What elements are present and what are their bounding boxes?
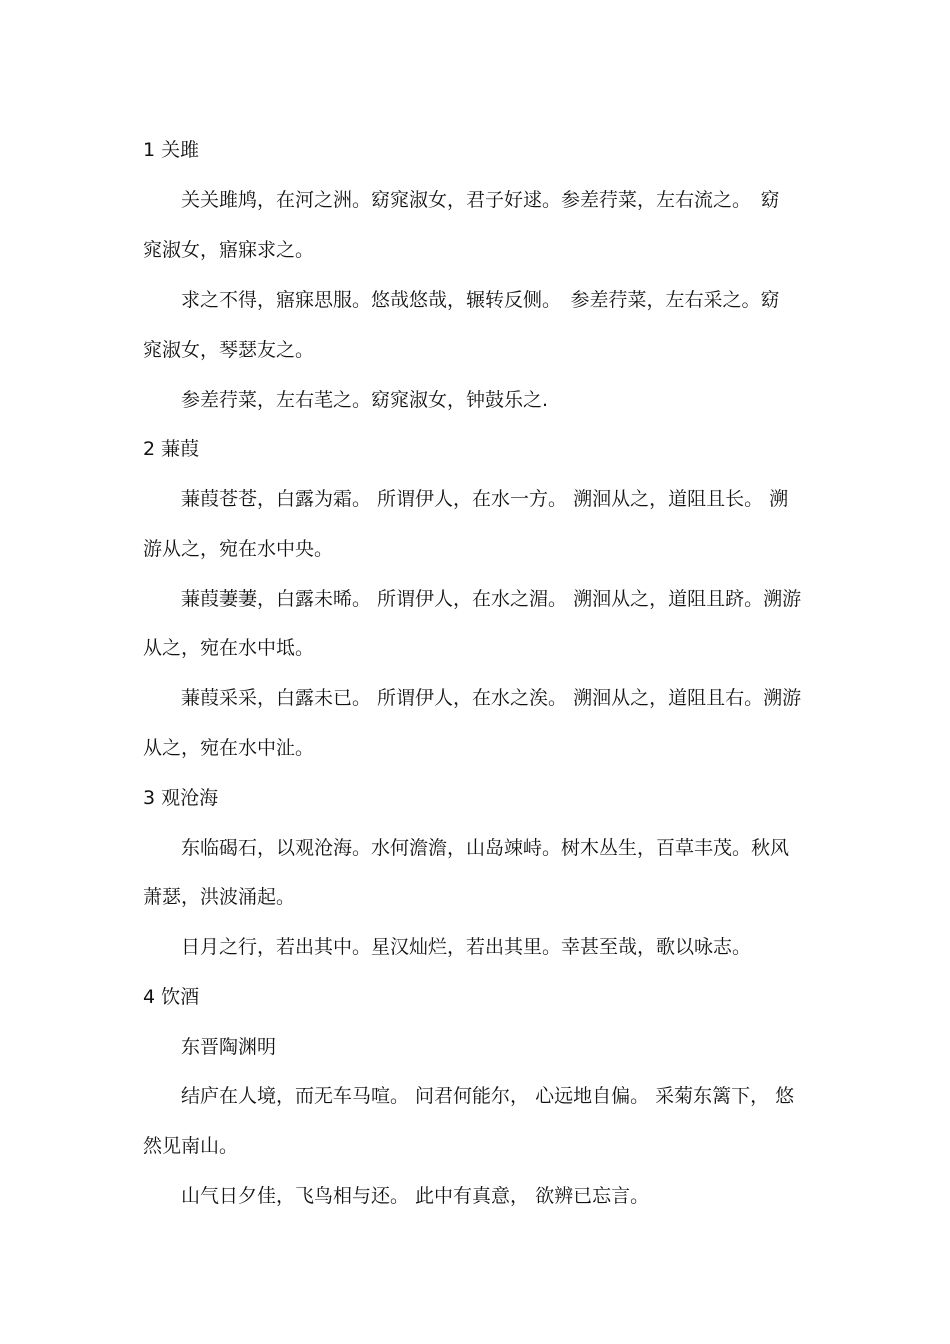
paragraph-line: 东临碣石，以观沧海。水何澹澹，山岛竦峙。树木丛生，百草丰茂。秋风	[181, 837, 790, 859]
section-heading: 2 蒹葭	[143, 438, 200, 460]
paragraph-line: 蒹葭苍苍，白露为霜。 所谓伊人，在水一方。 溯洄从之，道阻且长。 溯	[181, 488, 789, 510]
paragraph-line: 山气日夕佳，飞鸟相与还。 此中有真意， 欲辨已忘言。	[181, 1185, 650, 1207]
author-line: 东晋陶渊明	[181, 1036, 277, 1058]
paragraph-line: 日月之行，若出其中。星汉灿烂，若出其里。幸甚至哉，歌以咏志。	[181, 936, 752, 958]
section-heading: 3 观沧海	[143, 787, 219, 809]
paragraph-line: 关关雎鸠，在河之洲。窈窕淑女，君子好逑。参差荇菜，左右流之。 窈	[181, 189, 780, 211]
paragraph-line: 然见南山。	[143, 1135, 239, 1157]
paragraph-line: 求之不得，寤寐思服。悠哉悠哉，辗转反侧。 参差荇菜，左右采之。窈	[181, 289, 780, 311]
paragraph-line: 窕淑女，寤寐求之。	[143, 239, 315, 261]
paragraph-line: 蒹葭萋萋，白露未晞。 所谓伊人，在水之湄。 溯洄从之，道阻且跻。溯游	[181, 588, 802, 610]
paragraph-line: 窕淑女，琴瑟友之。	[143, 339, 315, 361]
section-heading: 1 关雎	[143, 139, 200, 161]
section-heading: 4 饮酒	[143, 986, 200, 1008]
paragraph-line: 结庐在人境，而无车马喧。 问君何能尔， 心远地自偏。 采菊东篱下， 悠	[181, 1085, 795, 1107]
paragraph-line: 从之，宛在水中坻。	[143, 637, 315, 659]
paragraph-line: 从之，宛在水中沚。	[143, 737, 315, 759]
paragraph-line: 蒹葭采采，白露未已。 所谓伊人，在水之涘。 溯洄从之，道阻且右。溯游	[181, 687, 802, 709]
paragraph-line: 萧瑟，洪波涌起。	[143, 886, 296, 908]
paragraph-line: 参差荇菜，左右芼之。窈窕淑女，钟鼓乐之.	[181, 389, 549, 411]
paragraph-line: 游从之，宛在水中央。	[143, 538, 334, 560]
